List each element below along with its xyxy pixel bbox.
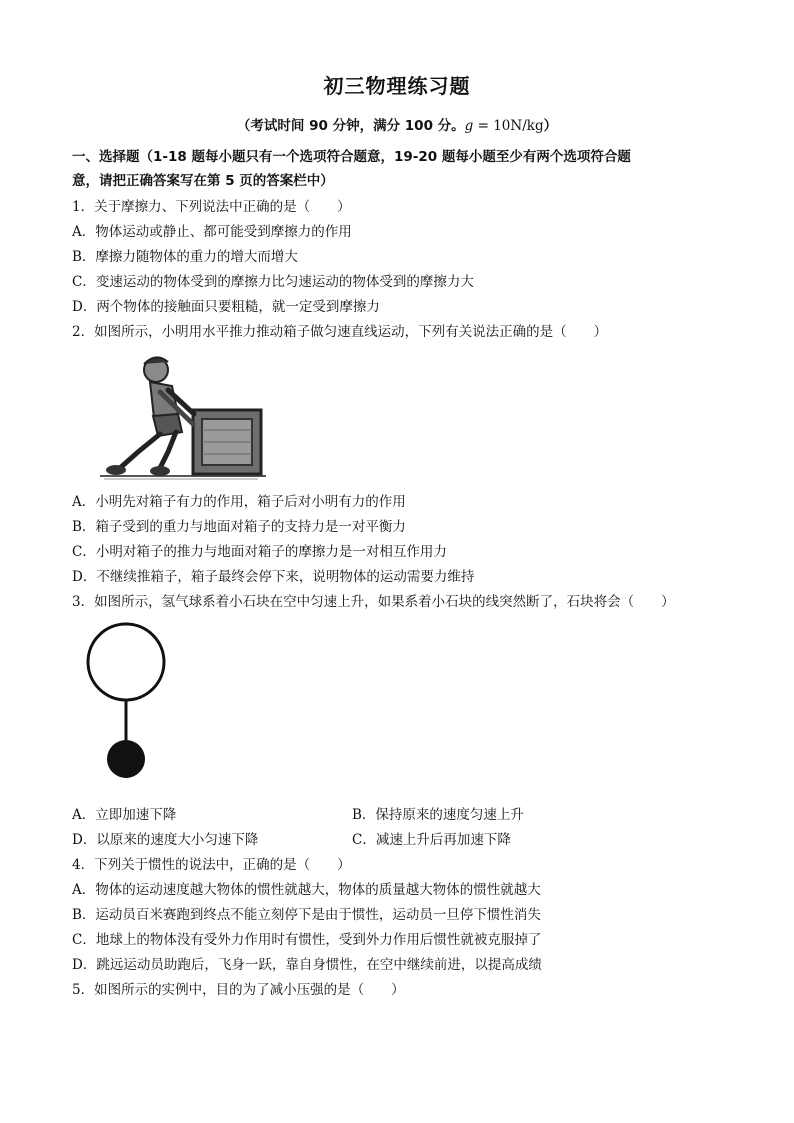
q1-option-d: D．两个物体的接触面只要粗糙，就一定受到摩擦力 (72, 299, 380, 315)
section-heading-line1: 一、选择题（1-18 题每小题只有一个选项符合题意，19-20 题每小题至少有两个选项符合题 (72, 149, 631, 165)
q5-stem: 5．如图所示的实例中，目的为了减小压强的是（ ） (72, 982, 405, 998)
q3-option-c: C．减速上升后再加速下降 (352, 832, 511, 848)
g-value: = 10N/kg (473, 118, 544, 134)
q1-stem: 1．关于摩擦力、下列说法中正确的是（ ） (72, 199, 351, 215)
q4-stem: 4．下列关于惯性的说法中，正确的是（ ） (72, 857, 351, 873)
q1-option-c: C．变速运动的物体受到的摩擦力比匀速运动的物体受到的摩擦力大 (72, 274, 474, 290)
q2-option-b: B．箱子受到的重力与地面对箱子的支持力是一对平衡力 (72, 519, 406, 535)
q4-option-a: A．物体的运动速度越大物体的惯性就越大，物体的质量越大物体的惯性就越大 (72, 882, 541, 898)
q1-option-b: B．摩擦力随物体的重力的增大而增大 (72, 249, 298, 265)
q2-option-a: A．小明先对箱子有力的作用，箱子后对小明有力的作用 (72, 494, 406, 510)
exam-info (0, 114, 794, 134)
page-title: 初三物理练习题 (323, 74, 471, 98)
q2-option-d: D．不继续推箱子，箱子最终会停下来，说明物体的运动需要力维持 (72, 569, 475, 585)
q1-option-a: A．物体运动或静止、都可能受到摩擦力的作用 (72, 224, 352, 240)
q3-option-a: A．立即加速下降 (72, 807, 177, 823)
q3-option-b: B．保持原来的速度匀速上升 (352, 807, 524, 823)
balloon-stone-figure (80, 620, 172, 792)
q3-option-d: D．以原来的速度大小匀速下降 (72, 832, 259, 848)
q4-option-c: C．地球上的物体没有受外力作用时有惯性，受到外力作用后惯性就被克服掉了 (72, 932, 542, 948)
g-symbol: g (464, 118, 474, 134)
q2-option-c: C．小明对箱子的推力与地面对箱子的摩擦力是一对相互作用力 (72, 544, 447, 560)
q4-option-b: B．运动员百米赛跑到终点不能立刻停下是由于惯性，运动员一旦停下惯性消失 (72, 907, 541, 923)
exam-info-suffix: ） (543, 118, 558, 134)
boy-pushing-box-figure (98, 348, 270, 484)
q3-stem: 3．如图所示，氢气球系着小石块在空中匀速上升，如果系着小石块的线突然断了，石块将会（ ） (72, 594, 675, 610)
section-heading-line2: 意，请把正确答案写在第 5 页的答案栏中） (72, 173, 334, 189)
q2-stem: 2．如图所示，小明用水平推力推动箱子做匀速直线运动，下列有关说法正确的是（ ） (72, 324, 608, 340)
q4-option-d: D．跳远运动员助跑后，飞身一跃，靠自身惯性，在空中继续前进，以提高成绩 (72, 957, 542, 973)
exam-info-prefix: （考试时间 90 分钟，满分 100 分。 (236, 118, 465, 134)
